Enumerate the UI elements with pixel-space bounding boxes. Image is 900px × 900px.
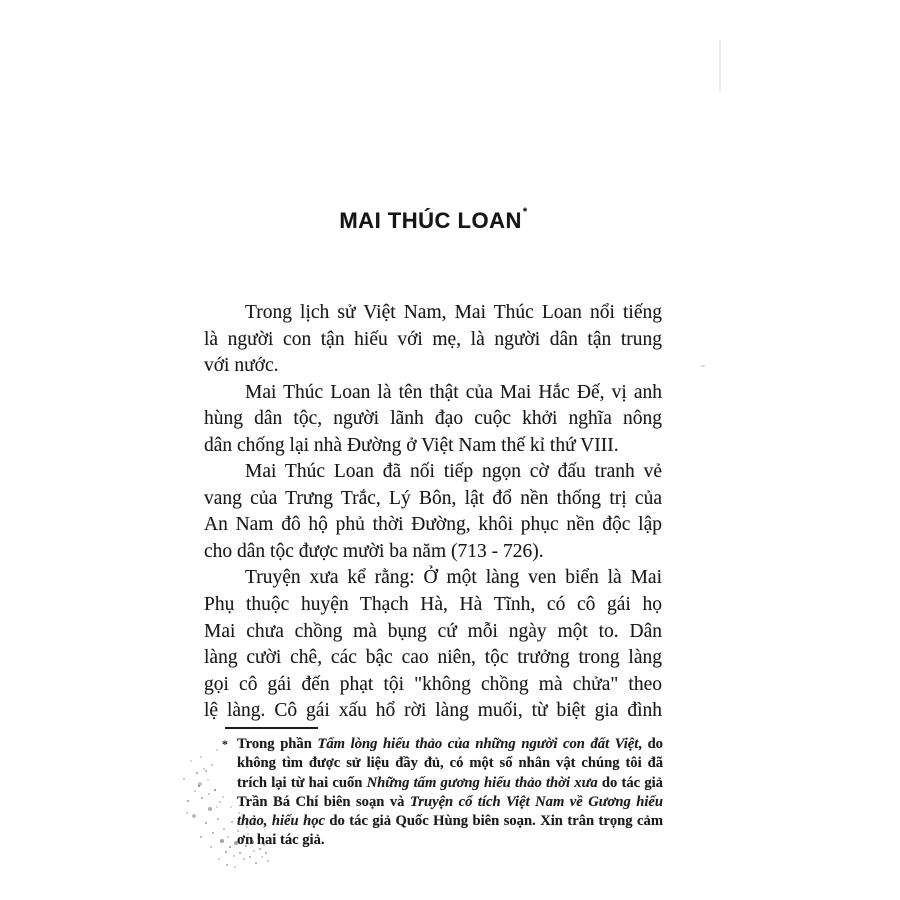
scan-noise <box>0 0 2 2</box>
body-line: An Nam đô hộ phủ thời Đường, khôi phục nền độc lập <box>204 514 662 536</box>
footnote-reference-asterisk: * <box>522 206 528 218</box>
footnote-regular-text: Trong phần <box>237 736 318 752</box>
body-line: với nước. <box>204 355 279 377</box>
footnote-line <box>237 754 663 773</box>
body-line: là người con tận hiếu với mẹ, là người dân tận trung <box>204 328 662 350</box>
footnote-italic-text: Truyện cổ tích Việt Nam về Gương hiếu <box>409 793 663 810</box>
footnote-regular-text: ơn hai tác giả. <box>237 832 325 849</box>
footnote-regular-text: không tìm được sử liệu đầy đủ, có một số nhân vật chúng tôi đã <box>237 755 663 772</box>
body-line: làng cười chê, các bậc cao niên, tộc trưởng trong làng <box>204 647 662 669</box>
footnote-marker: * <box>222 737 228 751</box>
footnote-line <box>237 793 663 812</box>
body-line: Phụ thuộc huyện Thạch Hà, Hà Tĩnh, có cô gái họ <box>204 594 662 616</box>
body-line: gọi cô gái đến phạt tội "không chồng mà chửa" theo <box>204 673 662 695</box>
scan-artifact-speck <box>701 365 705 367</box>
footnote-line <box>237 812 663 831</box>
body-text <box>204 300 662 725</box>
body-line: Mai Thúc Loan là tên thật của Mai Hắc Đế, vị anh <box>245 381 662 403</box>
footnote-line <box>237 774 663 793</box>
footnote-italic-text: Tấm lòng hiếu thảo của những người con đất Việt <box>317 736 639 752</box>
body-line: Mai Thúc Loan đã nối tiếp ngọn cờ đấu tranh vẻ <box>245 461 662 483</box>
footnote-regular-text: do tác giả Quốc Hùng biên soạn. Xin trân trọng cảm <box>324 813 663 830</box>
body-line: cho dân tộc được mười ba năm (713 - 726). <box>204 540 544 562</box>
body-line: lệ làng. Cô gái xấu hổ rời làng muối, từ biệt gia đình <box>204 700 662 722</box>
body-line: Trong lịch sử Việt Nam, Mai Thúc Loan nổi tiếng <box>245 302 662 323</box>
footnote-separator <box>225 727 318 729</box>
body-line: vang của Trưng Trắc, Lý Bôn, lật đổ nền thống trị của <box>204 487 662 509</box>
footnote-regular-text: trích lại từ hai cuốn <box>237 774 367 791</box>
footnote-regular-text: do tác giả <box>597 774 663 791</box>
body-line: Mai chưa chồng mà bụng cứ mỗi ngày một to. Dân <box>204 620 662 642</box>
scan-artifact-line <box>719 40 721 92</box>
footnote-italic-text: thảo, hiếu học <box>237 813 325 830</box>
page-title <box>204 208 662 234</box>
body-line: Truyện xưa kể rằng: Ở một làng ven biển là Mai <box>245 567 662 589</box>
footnote-text <box>237 735 663 851</box>
footnote-italic-text: Những tấm gương hiếu thảo thời xưa <box>366 774 598 791</box>
footnote-regular-text: , do <box>638 736 663 752</box>
page-title-text: MAI THÚC LOAN <box>339 208 522 233</box>
footnote-line <box>237 831 663 850</box>
body-line: dân chống lại nhà Đường ở Việt Nam thế kỉ thứ VIII. <box>204 434 619 456</box>
footnote-regular-text: Trần Bá Chí biên soạn và <box>237 793 410 810</box>
body-line: hùng dân tộc, người lãnh đạo cuộc khởi nghĩa nông <box>204 408 662 430</box>
footnote-line <box>237 735 663 754</box>
